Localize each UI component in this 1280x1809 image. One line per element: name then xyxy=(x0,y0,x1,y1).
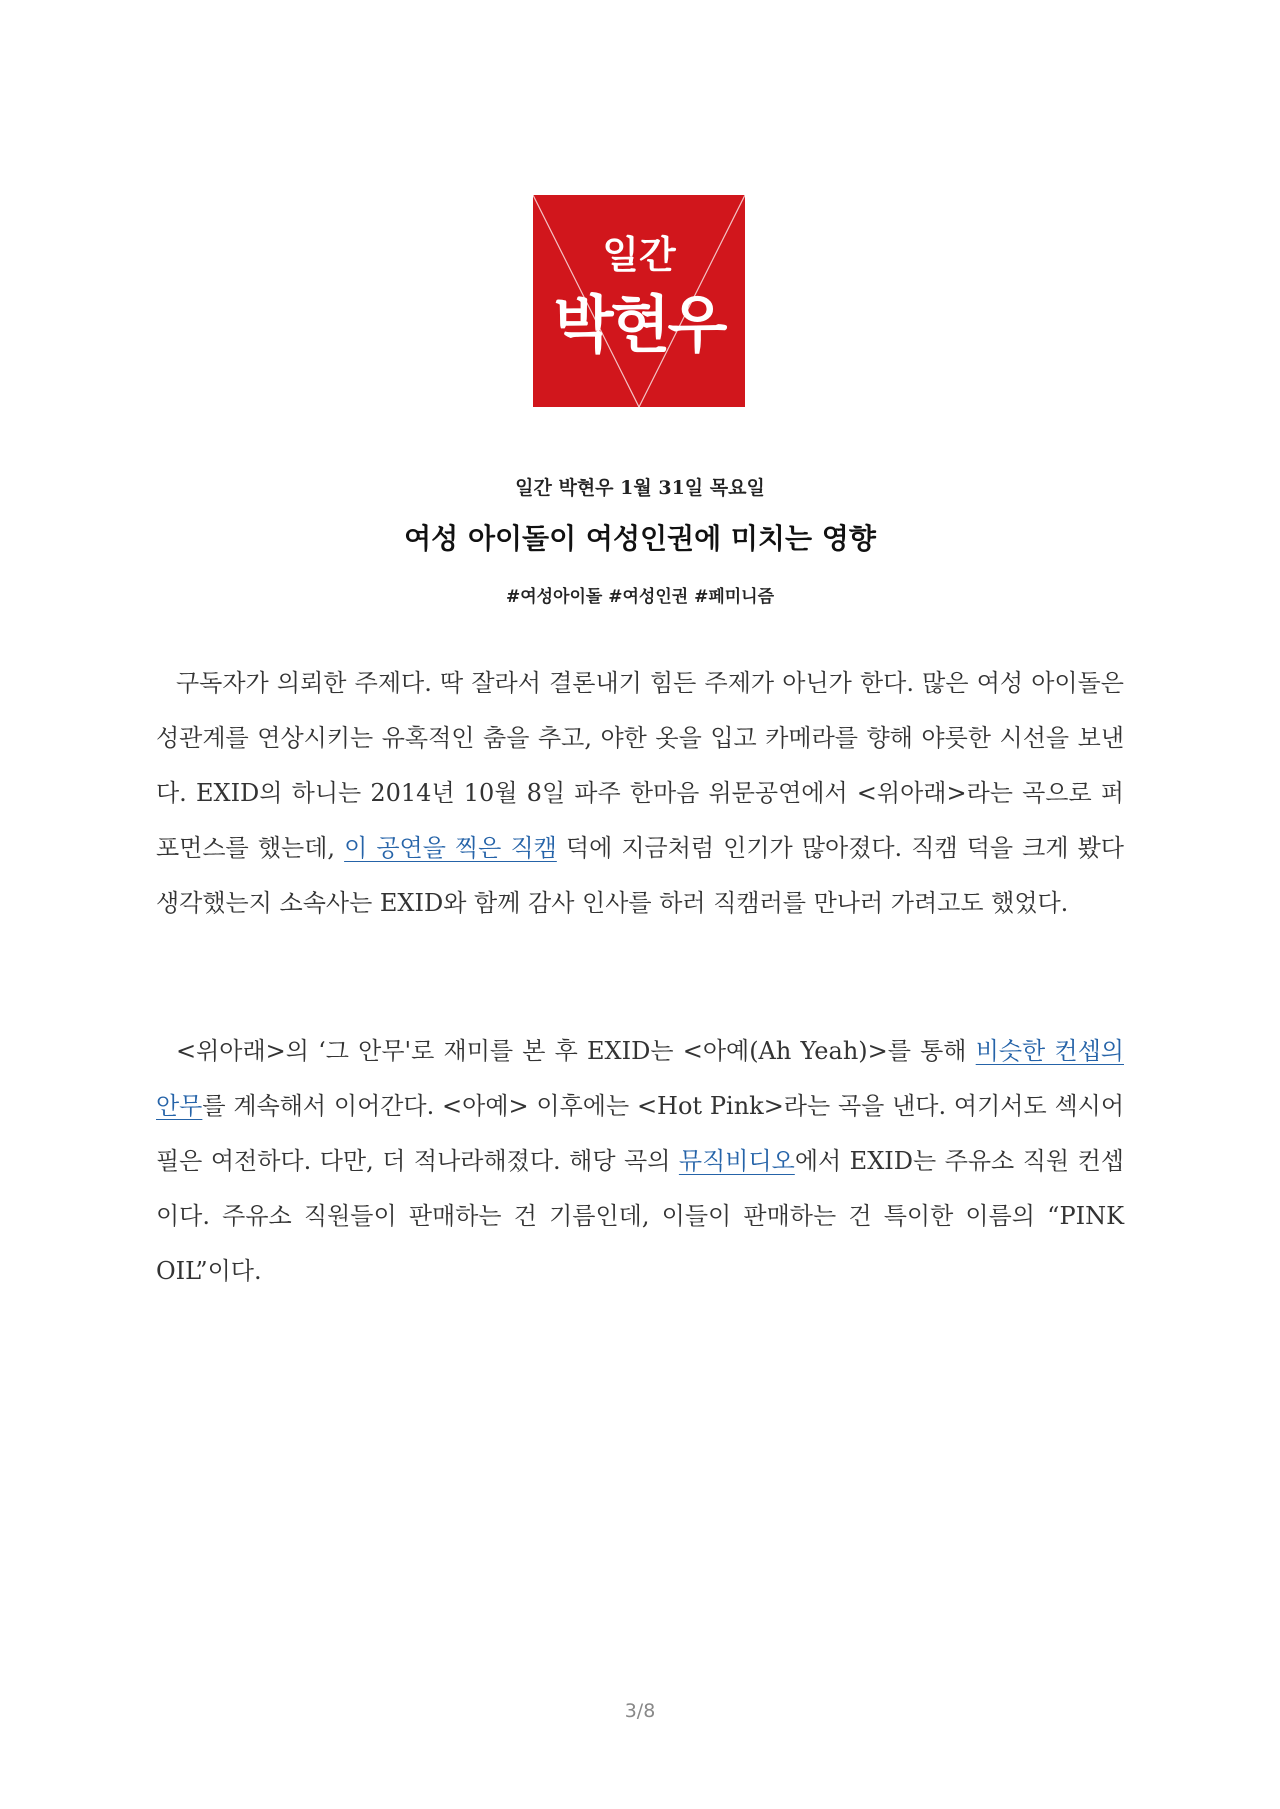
paragraph-2 xyxy=(156,1024,1124,1299)
logo-text-daily: 일간 xyxy=(602,232,676,277)
paragraph-2-text-b: 를 계속해서 이어간다. <아예> 이후에는 <Hot Pink>라는 곡을 낸다. 여기서도 섹시어필은 여전하다. 다만, 더 적나라해졌다. 해당 곡의 xyxy=(156,1092,1124,1175)
hashtags: #여성아이돌 #여성인권 #페미니즘 xyxy=(505,587,775,607)
logo-text-name: 박현우 xyxy=(553,288,725,361)
paragraph-2-text-c: 에서 EXID는 주유소 직원 컨셉이다. 주유소 직원들이 판매하는 건 기름인데, 이들이 판매하는 건 특이한 이름의 “PINK OIL”이다. xyxy=(156,1147,1124,1285)
fancam-link[interactable]: 이 공연을 찍은 직캠 xyxy=(344,834,557,862)
similar-choreography-link[interactable]: 비슷한 컨셉의 안무 xyxy=(156,1037,1124,1120)
page-number: 3/8 xyxy=(624,1700,656,1722)
paragraph-2-text-a: <위아래>의 ‘그 안무'로 재미를 본 후 EXID는 <아예(Ah Yeah)>를 통해 xyxy=(176,1037,976,1065)
paragraph-1-text-a: 구독자가 의뢰한 주제다. 딱 잘라서 결론내기 힘든 주제가 아닌가 한다. 많은 여성 아이돌은 성관계를 연상시키는 유혹적인 춤을 추고, 야한 옷을 입고 카메라를 향해 야릇한 시선을 보낸다. EXID의 하니는 2014년 10월 8일 파주 한마음 위문공연에서 <위아래>라는 곡으로 퍼포먼스를 했는데, xyxy=(156,669,1124,862)
article-title: 여성 아이돌이 여성인권에 미치는 영향 xyxy=(404,522,876,555)
edition-date: 일간 박현우 1월 31일 목요일 xyxy=(515,477,765,499)
paragraph-1 xyxy=(156,656,1124,931)
music-video-link[interactable]: 뮤직비디오 xyxy=(678,1147,795,1175)
paragraph-1-text-b: 덕에 지금처럼 인기가 많아졌다. 직캠 덕을 크게 봤다 생각했는지 소속사는 EXID와 함께 감사 인사를 하러 직캠러를 만나러 가려고도 했었다. xyxy=(156,834,1124,917)
publication-logo xyxy=(533,195,745,407)
